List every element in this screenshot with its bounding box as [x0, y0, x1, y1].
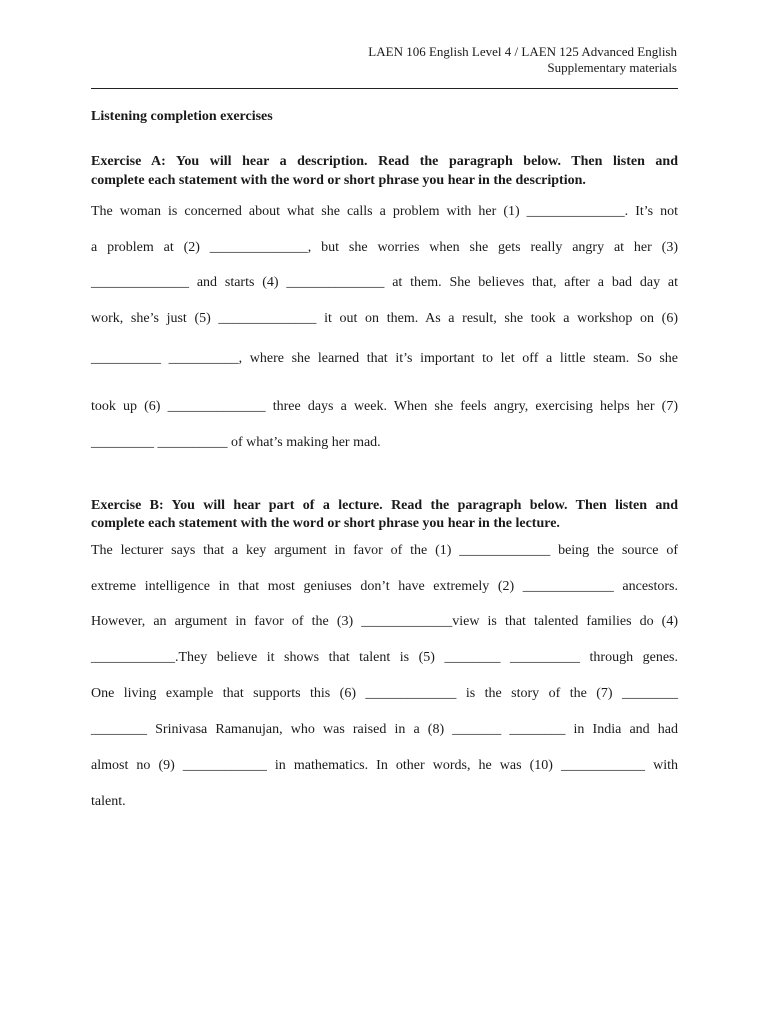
exercise-b-line: However, an argument in favor of the (3) _____________view is that talented families do (4) [91, 614, 678, 629]
exercise-b-line: The lecturer says that a key argument in favor of the (1) _____________ being the source of [91, 543, 678, 558]
section-title: Listening completion exercises [91, 109, 273, 124]
exercise-a-line: The woman is concerned about what she calls a problem with her (1) ______________. It’s not [91, 204, 678, 219]
header-subtitle: Supplementary materials [547, 60, 677, 75]
exercise-a-line: ______________ and starts (4) ______________ at them. She believes that, after a bad day at [91, 275, 678, 290]
exercise-a-line: a problem at (2) ______________, but she worries when she gets really angry at her (3) [91, 240, 678, 255]
exercise-b-line: ________ Srinivasa Ramanujan, who was raised in a (8) _______ ________ in India and had [91, 722, 678, 737]
exercise-a-instructions [91, 152, 678, 190]
exercise-a-instructions-line-1: Exercise A: You will hear a description. Read the paragraph below. Then listen and [91, 154, 678, 169]
exercise-b-line: almost no (9) ____________ in mathematics. In other words, he was (10) ____________ with [91, 758, 678, 773]
exercise-b-line: ____________.They believe it shows that talent is (5) ________ __________ through genes. [91, 650, 678, 665]
exercise-a-line: took up (6) ______________ three days a week. When she feels angry, exercising helps her (7) [91, 399, 678, 414]
exercise-a-line: _________ __________ of what’s making her mad. [91, 435, 381, 450]
page-header [368, 44, 677, 76]
exercise-b-line: One living example that supports this (6) _____________ is the story of the (7) ________ [91, 686, 678, 701]
exercise-b-line: extreme intelligence in that most geniuses don’t have extremely (2) _____________ ancestors. [91, 579, 678, 594]
exercise-b-instructions-line-1: Exercise B: You will hear part of a lecture. Read the paragraph below. Then listen and [91, 498, 678, 513]
course-title: LAEN 106 English Level 4 / LAEN 125 Advanced English [368, 44, 677, 59]
exercise-b-instructions-line-2: complete each statement with the word or short phrase you hear in the lecture. [91, 516, 560, 531]
exercise-a-line: __________ __________, where she learned that it’s important to let off a little steam. So she [91, 351, 678, 366]
exercise-a-instructions-line-2: complete each statement with the word or short phrase you hear in the description. [91, 173, 586, 188]
exercise-a-line: work, she’s just (5) ______________ it out on them. As a result, she took a workshop on (6) [91, 311, 678, 326]
exercise-b-line: talent. [91, 794, 126, 809]
exercise-b-instructions [91, 497, 678, 533]
header-divider [91, 88, 678, 89]
